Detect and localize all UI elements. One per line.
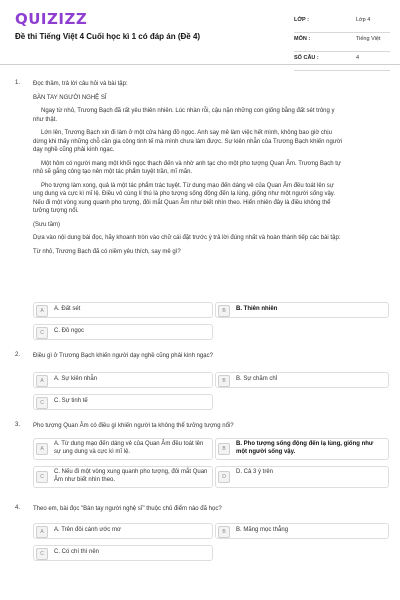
meta-row-question-count [294,52,390,71]
question-passage [33,80,388,256]
worksheet-title: Đề thi Tiếng Việt 4 Cuối học kì 1 có đáp án (Đề 4) [15,32,201,41]
answer-option-c[interactable] [33,394,213,410]
option-text: A. Trên đôi cánh ước mơ [54,527,121,533]
option-text: B. Măng mọc thẳng [236,527,289,533]
question-passage [33,505,388,514]
question-number: 2. [15,352,21,358]
meta-row-grade [294,14,390,33]
option-letter-badge: C [36,397,48,409]
question-1 [15,80,390,345]
meta-value: 4 [356,55,360,61]
option-letter-badge: A [36,305,48,317]
option-text: C. Sự tinh tế [54,398,88,404]
question-prompt: Pho tượng Quan Âm có điều gì khiến người ta không thể tưởng tượng nổi? [33,423,234,429]
option-text: C. Nếu đi một vòng xung quanh pho tượng, đôi mắt Quan Âm như biết nhìn theo. [54,469,208,483]
question-passage [33,352,388,361]
option-text: A. Từ dung mạo đến dáng vẻ của Quan Âm đều toát lên sự ung dung và cực kì mĩ lệ. [54,441,204,455]
answer-option-b[interactable] [215,372,389,388]
option-letter-badge: A [36,375,48,387]
option-letter-badge: C [36,548,48,560]
passage-line: ung dung và cực kì mĩ lệ. Điều vô cùng lí thú là pho tượng sống động đến lạ lùng, giống như một người sống vậy. [33,191,336,197]
passage-line: dạy nghề cũng phải kinh ngạc. [33,147,115,153]
passage-instruction: Dựa vào nội dung bài đọc, hãy khoanh tròn vào chữ cái đặt trước ý trả lời đúng nhất và hoàn thành tiếp các bài tập: [33,235,341,241]
option-letter-badge: B [218,526,230,538]
option-text: C. Có chí thì nên [54,549,100,555]
answer-option-b[interactable] [215,302,389,318]
passage-line: Lớn lên, Trương Bạch xin đi làm ở một cửa hàng đồ ngọc. Anh say mê làm việc hết mình, không bao giờ chịu [41,130,332,136]
answer-option-b[interactable] [215,438,389,460]
meta-label: LỚP : [294,17,309,23]
passage-line: nhủ sẽ gắng công tạo nên một tác phẩm tuyệt trần, mĩ mãn. [33,169,193,175]
answer-option-a[interactable] [33,438,213,460]
answer-option-a[interactable] [33,523,213,539]
option-text: B. Pho tượng sống động đến lạ lùng, giống như một người sống vậy. [236,441,374,455]
option-text: C. Đồ ngọc [54,328,85,334]
question-prompt: Từ nhỏ, Trương Bạch đã có niềm yêu thích, say mê gì? [33,248,181,255]
passage-line: Pho tượng làm xong, quả là một tác phẩm trác tuyệt. Từ dung mạo đến dáng vẻ của Quan Âm đều toát lên sự [41,182,334,189]
meta-label: MÔN : [294,36,311,42]
meta-value: Tiếng Việt [356,36,381,42]
option-letter-badge: A [36,443,48,455]
passage-heading: BÀN TAY NGƯỜI NGHỆ SĨ [33,94,107,101]
answer-option-b[interactable] [215,523,389,539]
answer-option-a[interactable] [33,372,213,388]
question-number: 4. [15,505,21,511]
option-letter-badge: C [36,471,48,483]
passage-line: Nếu đi một vòng xung quanh pho tượng, đôi mắt Quan Âm như biết nhìn theo. Hiển nhiên đây là điều không thể [33,199,331,206]
passage-line: dừng khi thấy những chỗ cần gia công tinh tế mà mình chưa làm được. Sự kiên nhẫn của Trương Bạch khiến người [33,138,343,145]
answer-option-a[interactable] [33,302,213,318]
option-letter-badge: D [218,471,230,483]
worksheet-meta [294,14,390,71]
header-divider [0,64,400,65]
option-letter-badge: A [36,526,48,538]
passage-line: Đọc thầm, trả lời câu hỏi và bài tập: [33,81,128,87]
option-text: A. Sự kiên nhẫn [54,376,98,382]
passage-line: Một hôm có người mang một khối ngọc thạch đến và nhờ anh tạc cho một pho tượng Quan Âm. Trương Bạch tự [41,160,341,167]
option-letter-badge: B [218,443,230,455]
question-prompt: Điều gì ở Trương Bạch khiến người dạy nghề cũng phải kinh ngạc? [33,353,213,359]
option-text: B. Sự chăm chỉ [236,376,278,382]
option-letter-badge: B [218,375,230,387]
question-4 [15,505,390,567]
option-letter-badge: C [36,327,48,339]
question-2 [15,352,390,412]
passage-line: tưởng tượng nổi. [33,208,79,214]
question-passage [33,422,388,431]
meta-value: Lớp 4 [356,17,371,23]
option-text: D. Cả 3 ý trên [236,469,274,475]
quizizz-logo: QUIZIZZ [15,10,88,28]
option-letter-badge: B [218,305,230,317]
option-text: A. Đất sét [54,306,81,312]
question-prompt: Theo em, bài đọc "Bàn tay người nghệ sĩ" thuộc chủ điểm nào đã học? [33,506,222,512]
meta-row-subject [294,33,390,52]
answer-option-c[interactable] [33,466,213,488]
question-number: 3. [15,422,21,428]
option-text: B. Thiên nhiên [236,306,278,312]
meta-label: SỐ CÂU : [294,55,319,61]
question-number: 1. [15,80,21,86]
question-3 [15,422,390,494]
passage-source: (Sưu tầm) [33,221,61,228]
passage-line: Ngay từ nhỏ, Trương Bạch đã rất yêu thiên nhiên. Lúc nhàn rỗi, cậu nặn những con giống bằng đất sét trông y [41,108,335,114]
answer-option-c[interactable] [33,545,213,561]
passage-line: như thật. [33,116,58,123]
answer-option-d[interactable] [215,466,389,488]
answer-option-c[interactable] [33,324,213,340]
